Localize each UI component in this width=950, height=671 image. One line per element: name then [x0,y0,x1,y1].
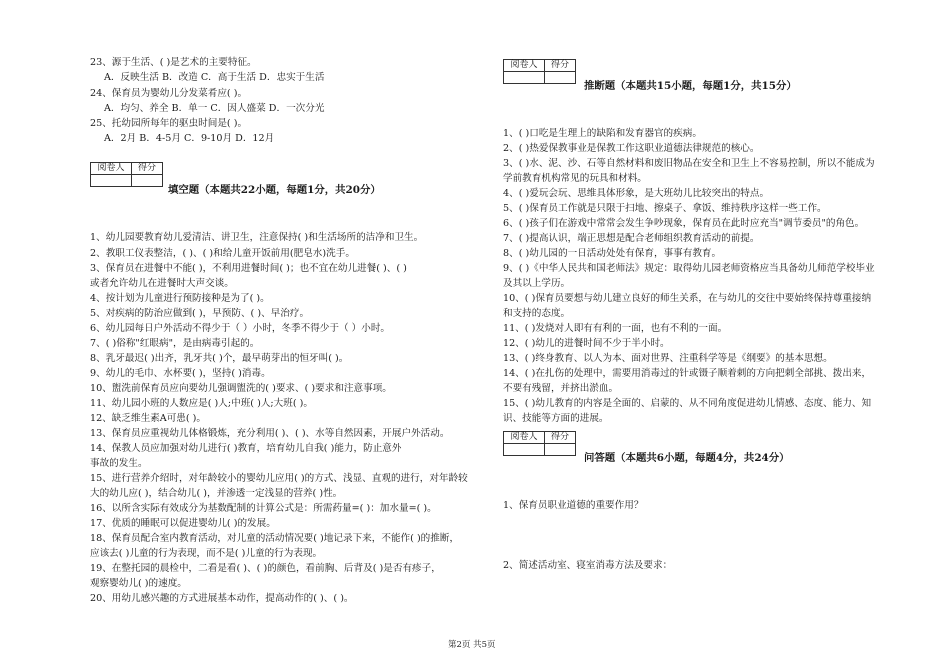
grader-cell [91,175,132,187]
question-line: 1、( )口吃是生理上的缺陷和发育器官的疾病。 [503,128,702,139]
question-line: 9、( )《中华人民共和国老师法》规定：取得幼儿园老师资格应当具备幼儿师范学校毕业 [503,263,875,274]
question-line: 7、( )俗称"红眼病"，是由病毒引起的。 [90,338,260,349]
question-line: 16、以所含实际有效成分为基数配制的计算公式是：所需药量=( )：加水量=( )。 [90,503,437,514]
section-title-fill-in: 填空题（本题共22小题，每题1分，共20分） [168,184,381,196]
question-line: 10、盥洗前保育员应向要幼儿强调盥洗的( )要求、( )要求和注意事项。 [90,383,392,394]
answer-options: A．均匀、养全 B．单一 C．因人盛菜 D．一次分光 [104,103,325,114]
question-line: 1、幼儿园要教育幼儿爱清洁、讲卫生，注意保持( )和生活场所的洁净和卫生。 [90,232,424,243]
section-title-short-answer: 问答题（本题共6小题，每题4分，共24分） [584,452,790,464]
question-line: 6、( )孩子们在游戏中常常会发生争吵现象，保育员在此时应充当"调节委员"的角色。 [503,218,865,229]
question-line: 或者允许幼儿在进餐时大声交谈。 [90,278,234,289]
page-number: 第2页 共5页 [448,640,496,650]
question-line: 14、保教人员应加强对幼儿进行( )教育，培育幼儿自我( )能力，防止意外 [90,443,402,454]
score-cell [545,444,576,456]
grader-cell [504,444,545,456]
question-text: 23、源于生活、( )是艺术的主要特征。 [90,57,257,68]
question-line: 1、保育员职业道德的重要作用？ [503,500,644,511]
question-line: 11、( )发烧对人即有有利的一面，也有不利的一面。 [503,323,728,334]
grader-cell [504,72,545,84]
question-line: 2、( )热爱保教事业是保教工作这职业道德法律规范的核心。 [503,143,760,154]
question-line: 6、幼儿园每日户外活动不得少于（ ）小时，冬季不得少于（ ）小时。 [90,323,391,334]
question-line: 19、在整托园的晨检中，二看是看( )、( )的颜色，看前胸、后背及( )是否有疹子， [90,563,441,574]
score-label: 得分 [545,432,576,444]
question-line: 大的幼儿应( )，结合幼儿( )，并渗透一定浅显的营养( )性。 [90,488,343,499]
grader-label: 阅卷人 [504,60,545,72]
score-label: 得分 [132,163,163,175]
answer-options: A．反映生活 B．改造 C．高于生活 D．忠实于生活 [104,72,325,83]
question-line: 应该去( )儿童的行为表现，而不是( )儿童的行为表现。 [90,548,323,559]
question-line: 12、缺乏维生素A可患( )。 [90,413,207,424]
question-line: 4、按计划为儿童进行预防接种是为了( )。 [90,293,270,304]
score-box-short-answer [503,431,576,456]
section-title-true-false: 推断题（本题共15小题，每题1分，共15分） [584,80,797,92]
question-line: 13、保育员应重视幼儿体格锻炼，充分利用( )、( )、水等自然因素，开展户外活动。 [90,428,450,439]
question-line: 14、( )在扎伤的处理中，需要用消毒过的针或镊子顺着刺的方向把刺全部挑、拨出来， [503,368,872,379]
question-line: 10、( )保育员要想与幼儿建立良好的师生关系，在与幼儿的交往中要始终保持尊重接纳 [503,293,872,304]
score-cell [545,72,576,84]
grader-label: 阅卷人 [91,163,132,175]
question-line: 学前教育机构常见的玩具和材料。 [503,173,647,184]
question-line: 2、教职工仪表整洁，( )、( )和给儿童开饭前用(肥皂水)洗手。 [90,248,355,259]
question-line: 20、用幼儿感兴趣的方式进展基本动作，提高动作的( )、( )。 [90,593,354,604]
question-line: 11、幼儿园小班的人数应是( )人;中班( )人;大班( )。 [90,398,313,409]
question-line: 2、简述活动室、寝室消毒方法及要求： [503,560,673,571]
question-line: 识、技能等方面的进展。 [503,413,609,424]
grader-label: 阅卷人 [504,432,545,444]
question-line: 3、( )水、泥、沙、石等自然材料和废旧物品在安全和卫生上不容易控制，所以不能成为 [503,158,875,169]
question-text: 25、托幼园所每年的驱虫时间是( )。 [90,118,248,129]
question-text: 24、保育员为婴幼儿分发菜肴应( )。 [90,88,248,99]
score-box-true-false [503,59,576,84]
answer-options: A．2月 B．4-5月 C．9-10月 D．12月 [104,133,275,144]
score-box-fill-in [90,162,163,187]
question-line: 15、( )幼儿教育的内容是全面的、启蒙的、从不同角度促进幼儿情感、态度、能力、知 [503,398,872,409]
question-line: 15、进行营养介绍时，对年龄较小的婴幼儿应用( )的方式、浅显、直观的进行，对年龄较 [90,473,468,484]
question-line: 7、( )提高认识，端正思想是配合老师组织教育活动的前提。 [503,233,760,244]
question-line: 12、( )幼儿的进餐时间不少于半小时。 [503,338,670,349]
question-line: 9、幼儿的毛巾、水杯要( )，坚持( )消毒。 [90,368,271,379]
question-line: 及其以上学历。 [503,278,571,289]
question-line: 5、( )保育员工作就是只限于扫地、擦桌子、拿饭、维持秩序这样一些工作。 [503,203,827,214]
question-line: 18、保育员配合室内教育活动，对儿童的活动情况要( )地记录下来，不能作( )的推断， [90,533,460,544]
question-line: 观察婴幼儿( )的速度。 [90,578,187,589]
question-line: 和支持的态度。 [503,308,571,319]
question-line: 8、( )幼儿园的一日活动处处有保育，事事有教育。 [503,248,722,259]
question-line: 4、( )爱玩会玩、思维具体形象，是大班幼儿比较突出的特点。 [503,188,770,199]
question-line: 8、乳牙最迟( )出齐，乳牙共( )个，最早萌芽出的恒牙叫( )。 [90,353,349,364]
question-line: 事故的发生。 [90,458,148,469]
score-cell [132,175,163,187]
question-line: 5、对疾病的防治应做到( )，早预防、( )、早治疗。 [90,308,310,319]
question-line: 17、优质的睡眠可以促进婴幼儿( )的发展。 [90,518,276,529]
question-line: 3、保育员在进餐中不能( )，不利用进餐时间( )；也不宜在幼儿进餐( )、( ) [90,263,407,274]
score-label: 得分 [545,60,576,72]
question-line: 不要有残留，并挤出淤血。 [503,383,619,394]
question-line: 13、( )终身教育、以人为本、面对世界、注重科学等是《纲要》的基本思想。 [503,353,833,364]
